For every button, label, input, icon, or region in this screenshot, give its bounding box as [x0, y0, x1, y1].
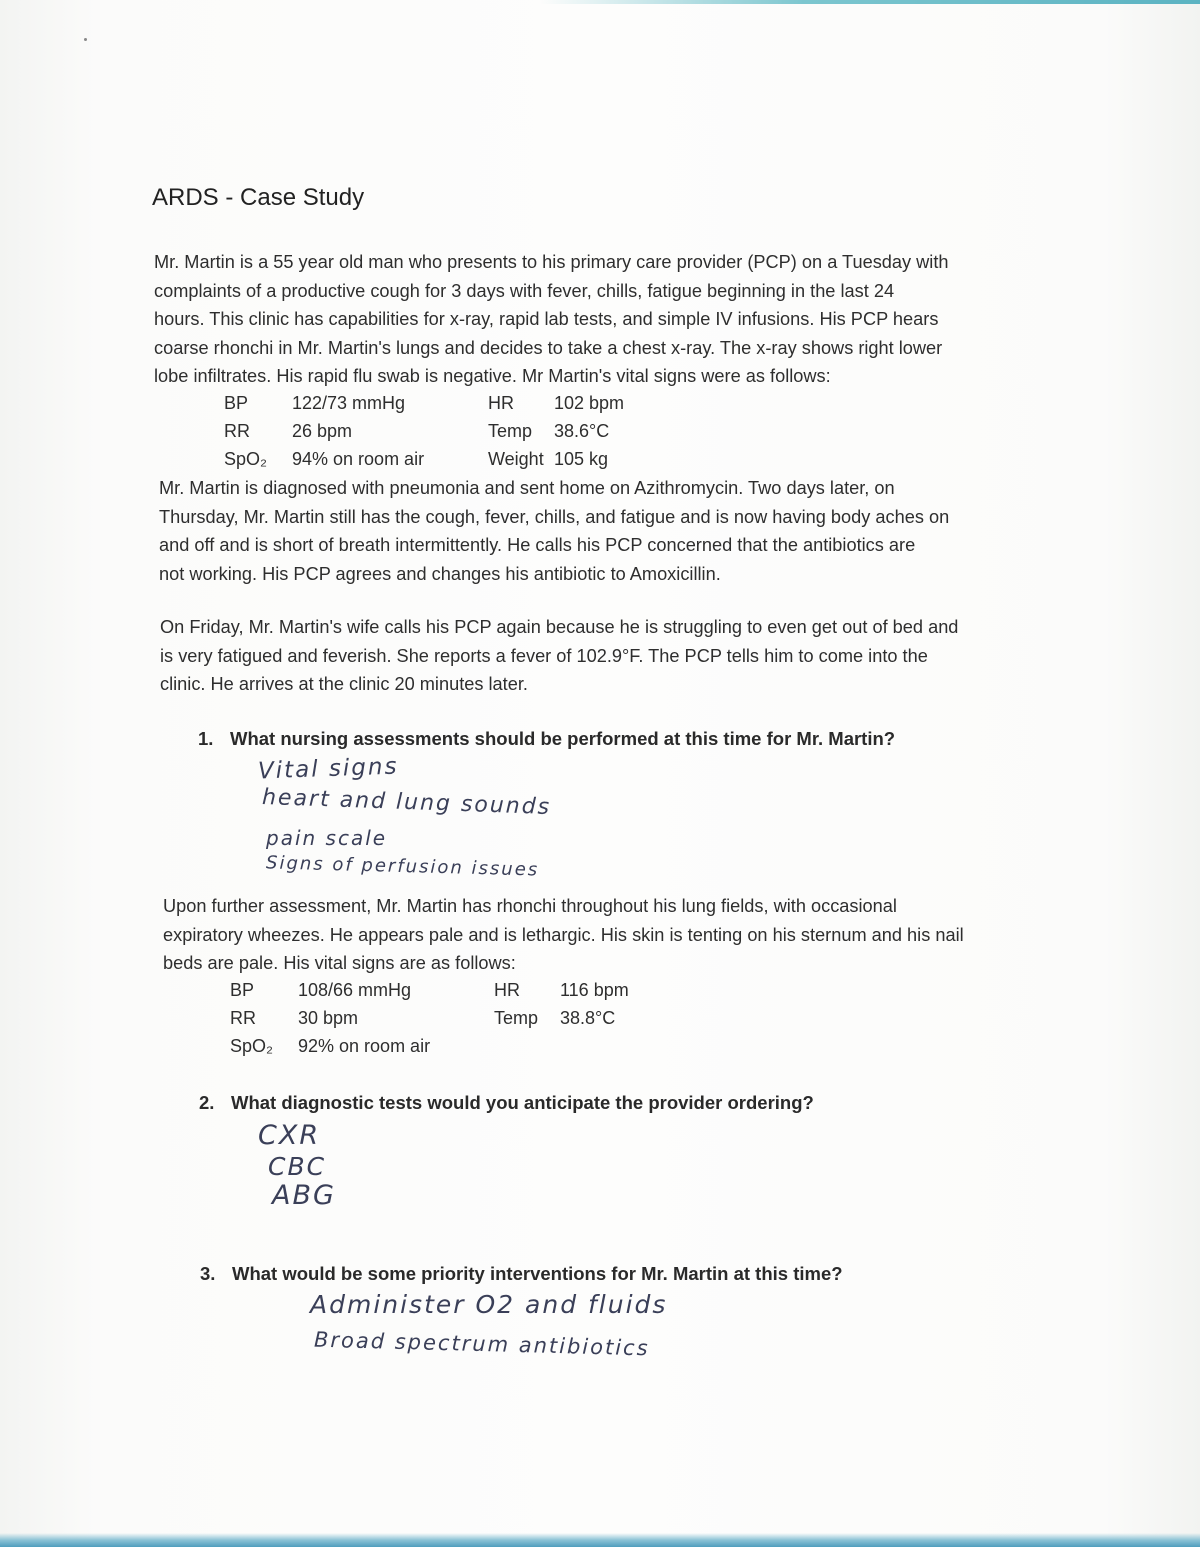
answer-1-line-1: Vital signs	[257, 753, 399, 785]
question-text: What nursing assessments should be performed at this time for Mr. Martin?	[230, 728, 896, 749]
vital-value-rr: 30 bpm	[298, 1008, 359, 1028]
answer-2-line-2: CBC	[268, 1152, 327, 1181]
vital-value-rr: 26 bpm	[292, 421, 353, 441]
answer-3-line-1: Administer O2 and fluids	[310, 1290, 668, 1319]
answer-3-line-2: Broad spectrum antibiotics	[313, 1327, 650, 1361]
question-text: What would be some priority interventions for Mr. Martin at this time?	[232, 1263, 843, 1284]
vital-label-weight: Weight	[488, 449, 544, 469]
answer-2-line-1: CXR	[258, 1120, 321, 1151]
vital-label-bp: BP	[230, 980, 255, 1000]
question-text: What diagnostic tests would you anticipate the provider ordering?	[231, 1092, 814, 1113]
vital-label-temp: Temp	[494, 1008, 539, 1028]
vital-label-spo2: SpO₂	[230, 1036, 274, 1056]
friday-paragraph: On Friday, Mr. Martin's wife calls his PCP again because he is struggling to even get out of bed and is very fatigued and feverish. She reports a fever of 102.9°F. The PCP tells him to come into the clinic. He arrives at the clinic 20 minutes later.	[160, 617, 959, 695]
vital-value-hr: 116 bpm	[560, 980, 629, 1000]
answer-1-line-4: Signs of perfusion issues	[265, 852, 540, 881]
vital-label-bp: BP	[224, 393, 249, 413]
diagnosis-paragraph: Mr. Martin is diagnosed with pneumonia and sent home on Azithromycin. Two days later, on Thursday, Mr. Martin still has the cough, fever, chills, and fatigue and is now having body aches on and off and is short of breath intermittently. He calls his PCP concerned that the antibiotics are not working. His PCP agrees and changes his antibiotic to Amoxicillin.	[159, 478, 950, 584]
vital-value-spo2: 92% on room air	[298, 1036, 431, 1056]
vital-value-bp: 108/66 mmHg	[298, 980, 412, 1000]
answer-2-line-3: ABG	[272, 1180, 336, 1211]
document-title: ARDS - Case Study	[152, 184, 365, 211]
question-number: 3.	[200, 1263, 216, 1284]
scan-speck	[84, 38, 87, 41]
vital-value-temp: 38.8°C	[560, 1008, 616, 1028]
question-number: 2.	[199, 1092, 215, 1113]
bottom-edge-shadow	[0, 1533, 1200, 1547]
vital-value-spo2: 94% on room air	[292, 449, 425, 469]
vital-label-rr: RR	[224, 421, 250, 441]
vital-label-hr: HR	[488, 393, 514, 413]
vital-value-temp: 38.6°C	[554, 421, 610, 441]
vital-value-weight: 105 kg	[554, 449, 609, 469]
vital-label-temp: Temp	[488, 421, 533, 441]
answer-1-line-2: heart and lung sounds	[261, 784, 552, 821]
vital-label-rr: RR	[230, 1008, 256, 1028]
top-edge-shadow	[540, 0, 1200, 4]
vital-label-hr: HR	[494, 980, 520, 1000]
vital-label-spo2: SpO₂	[224, 449, 268, 469]
vital-value-bp: 122/73 mmHg	[292, 393, 406, 413]
vital-value-hr: 102 bpm	[554, 393, 625, 413]
answer-1-line-3: pain scale	[266, 826, 388, 850]
question-number: 1.	[198, 728, 214, 749]
further-assessment-paragraph: Upon further assessment, Mr. Martin has rhonchi throughout his lung fields, with occasional expiratory wheezes. He appears pale and is lethargic. His skin is tenting on his sternum and his nail beds are pale. His vital signs are as follows:	[163, 896, 964, 974]
intro-paragraph: Mr. Martin is a 55 year old man who presents to his primary care provider (PCP) on a Tuesday with complaints of a productive cough for 3 days with fever, chills, fatigue beginning in the last 24 hours. This clinic has capabilities for x-ray, rapid lab tests, and simple IV infusions. His PCP hears coarse rhonchi in Mr. Martin's lungs and decides to take a chest x-ray. The x-ray shows right lower lobe infiltrates. His rapid flu swab is negative. Mr Martin's vital signs were as follows:	[154, 252, 949, 387]
